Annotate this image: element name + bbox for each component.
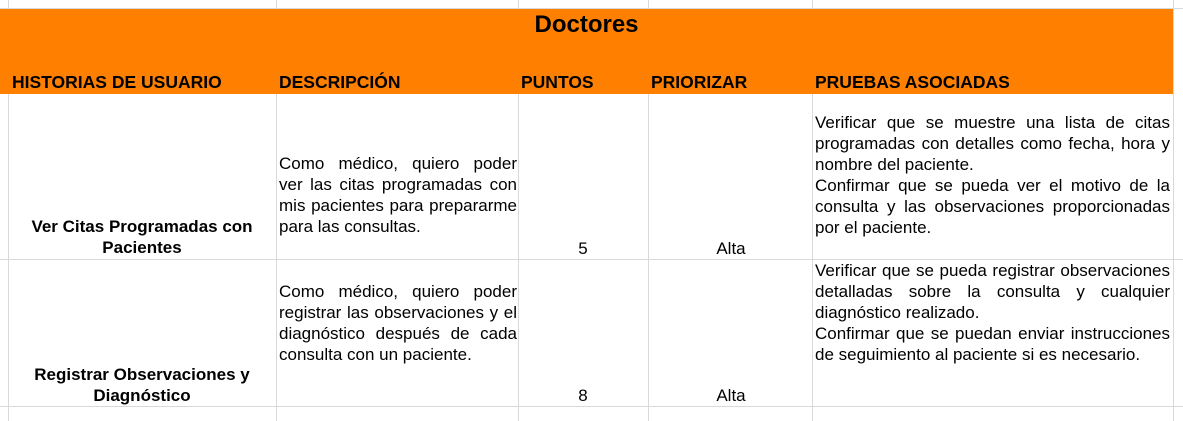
tests-cell[interactable]	[815, 260, 1170, 365]
points-cell[interactable]: 5	[578, 239, 588, 258]
header-tests: PRUEBAS ASOCIADAS	[815, 72, 1010, 92]
test-item: Verificar que se muestre una lista de citas programadas con detalles como fecha, hora y nombre del paciente.	[815, 113, 1170, 174]
header-priority: PRIORIZAR	[651, 72, 748, 92]
test-item: Verificar que se pueda registrar observaciones detalladas sobre la consulta y cualquier diagnóstico realizado.	[815, 261, 1170, 322]
header-points: PUNTOS	[521, 72, 594, 92]
gridline	[0, 406, 1183, 407]
tests-cell[interactable]	[815, 112, 1170, 238]
test-item: Confirmar que se pueda ver el motivo de la consulta y las observaciones proporcionadas por el paciente.	[815, 176, 1170, 237]
test-item: Confirmar que se puedan enviar instrucciones de seguimiento al paciente si es necesario.	[815, 324, 1170, 364]
header-description: DESCRIPCIÓN	[279, 72, 401, 92]
story-cell[interactable]: Ver Citas Programadas con Pacientes	[31, 217, 253, 257]
priority-cell[interactable]: Alta	[716, 239, 746, 258]
priority-cell[interactable]: Alta	[716, 386, 746, 405]
sheet-title: Doctores	[534, 11, 639, 38]
header-story: HISTORIAS DE USUARIO	[12, 72, 222, 92]
points-cell[interactable]: 8	[578, 386, 588, 405]
story-cell[interactable]: Registrar Observaciones y Diagnóstico	[34, 365, 250, 405]
description-cell[interactable]: Como médico, quiero poder ver las citas programadas con mis pacientes para prepararme para las consultas.	[279, 154, 517, 236]
description-cell[interactable]: Como médico, quiero poder registrar las observaciones y el diagnóstico después de cada consulta con un paciente.	[279, 282, 517, 364]
gridline	[1173, 0, 1174, 421]
